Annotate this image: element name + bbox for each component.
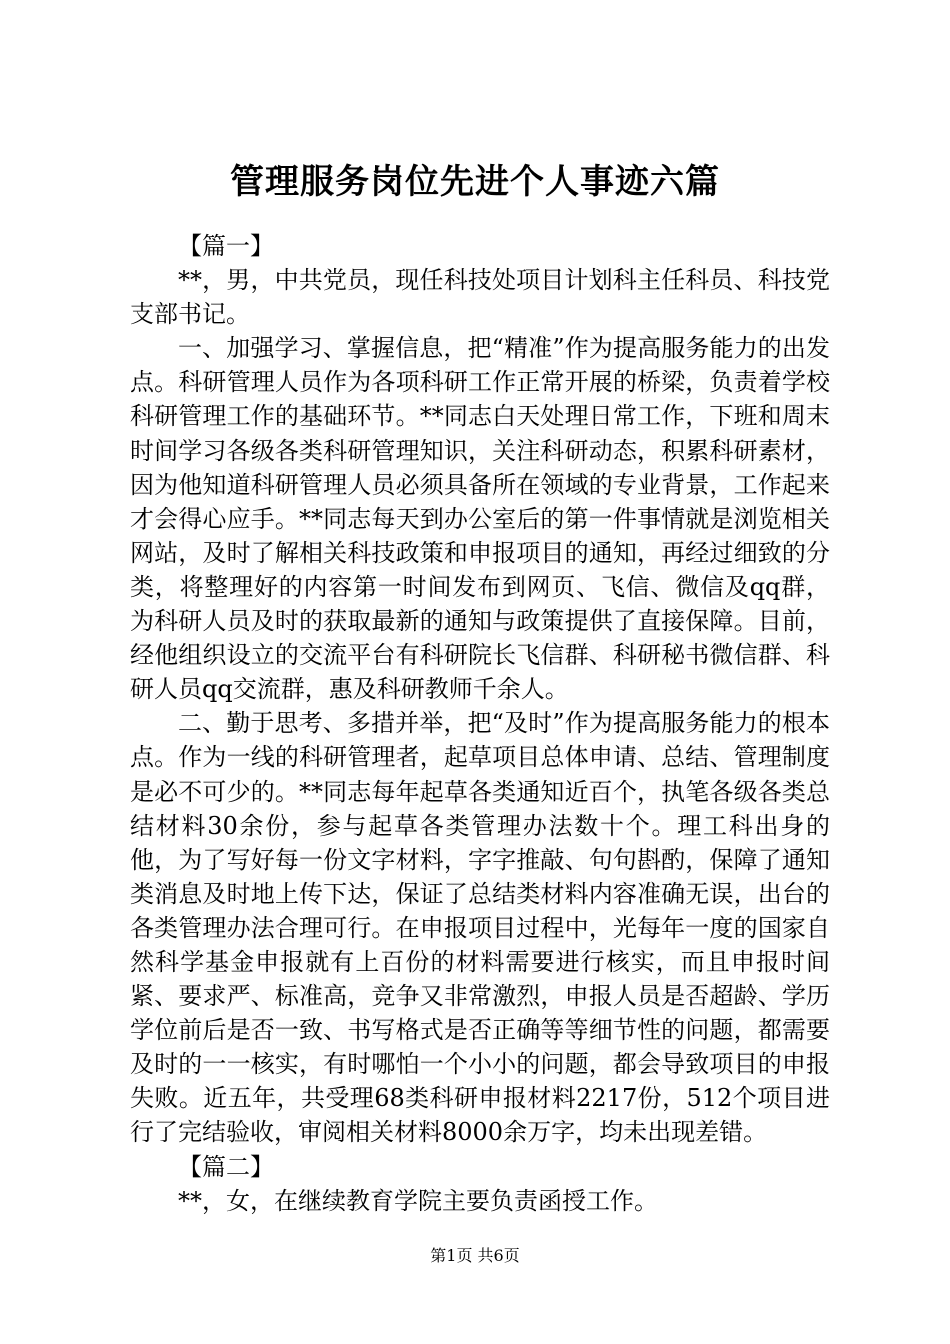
section-heading-1: 【篇一】 [178, 232, 274, 260]
page-indicator: 第1页 共6页 [430, 1246, 520, 1265]
paragraph-point-2: 二、勤于思考、多措并举，把“及时”作为提高服务能力的根本点。作为一线的科研管理者，起草项目总体申请、总结、管理制度是必不可少的。**同志每年起草各类通知近百个，执笔各级各类总结材料30余份，参与起草各类管理办法数十个。理工科出身的他，为了写好每一份文字材料，字字推敲、句句斟酌，保障了通知类消息及时地上传下达，保证了总结类材料内容准确无误，出台的各类管理办法合理可行。在申报项目过程中，光每年一度的国家自然科学基金申报就有上百份的材料需要进行核实，而且申报时间紧、要求严、标准高，竞争又非常激烈，申报人员是否超龄、学历学位前后是否一致、书写格式是否正确等等细节性的问题，都需要及时的一一核实，有时哪怕一个小小的问题，都会导致项目的申报失败。近五年，共受理68类科研申报材料2217份，512个项目进行了完结验收，审阅相关材料8000余万字，均未出现差错。 [130, 709, 830, 1147]
section-heading-2: 【篇二】 [178, 1152, 274, 1181]
paragraph-intro-1: **，男，中共党员，现任科技处项目计划科主任科员、科技党支部书记。 [130, 266, 830, 329]
page-footer [0, 1244, 950, 1268]
page-title: 管理服务岗位先进个人事迹六篇 [230, 162, 720, 202]
document-body [130, 229, 830, 1218]
paragraph-intro-2: **，女，在继续教育学院主要负责函授工作。 [178, 1186, 658, 1215]
paragraph-point-1: 一、加强学习、掌握信息，把“精准”作为提高服务能力的出发点。科研管理人员作为各项科研工作正常开展的桥梁，负责着学校科研管理工作的基础环节。**同志白天处理日常工作，下班和周末时间学习各级各类科研管理知识，关注科研动态，积累科研素材，因为他知道科研管理人员必须具备所在领域的专业背景，工作起来才会得心应手。**同志每天到办公室后的第一件事情就是浏览相关网站，及时了解相关科技政策和申报项目的通知，再经过细致的分类，将整理好的内容第一时间发布到网页、飞信、微信及qq群，为科研人员及时的获取最新的通知与政策提供了直接保障。目前，经他组织设立的交流平台有科研院长飞信群、科研秘书微信群、科研人员qq交流群，惠及科研教师千余人。 [130, 334, 830, 704]
